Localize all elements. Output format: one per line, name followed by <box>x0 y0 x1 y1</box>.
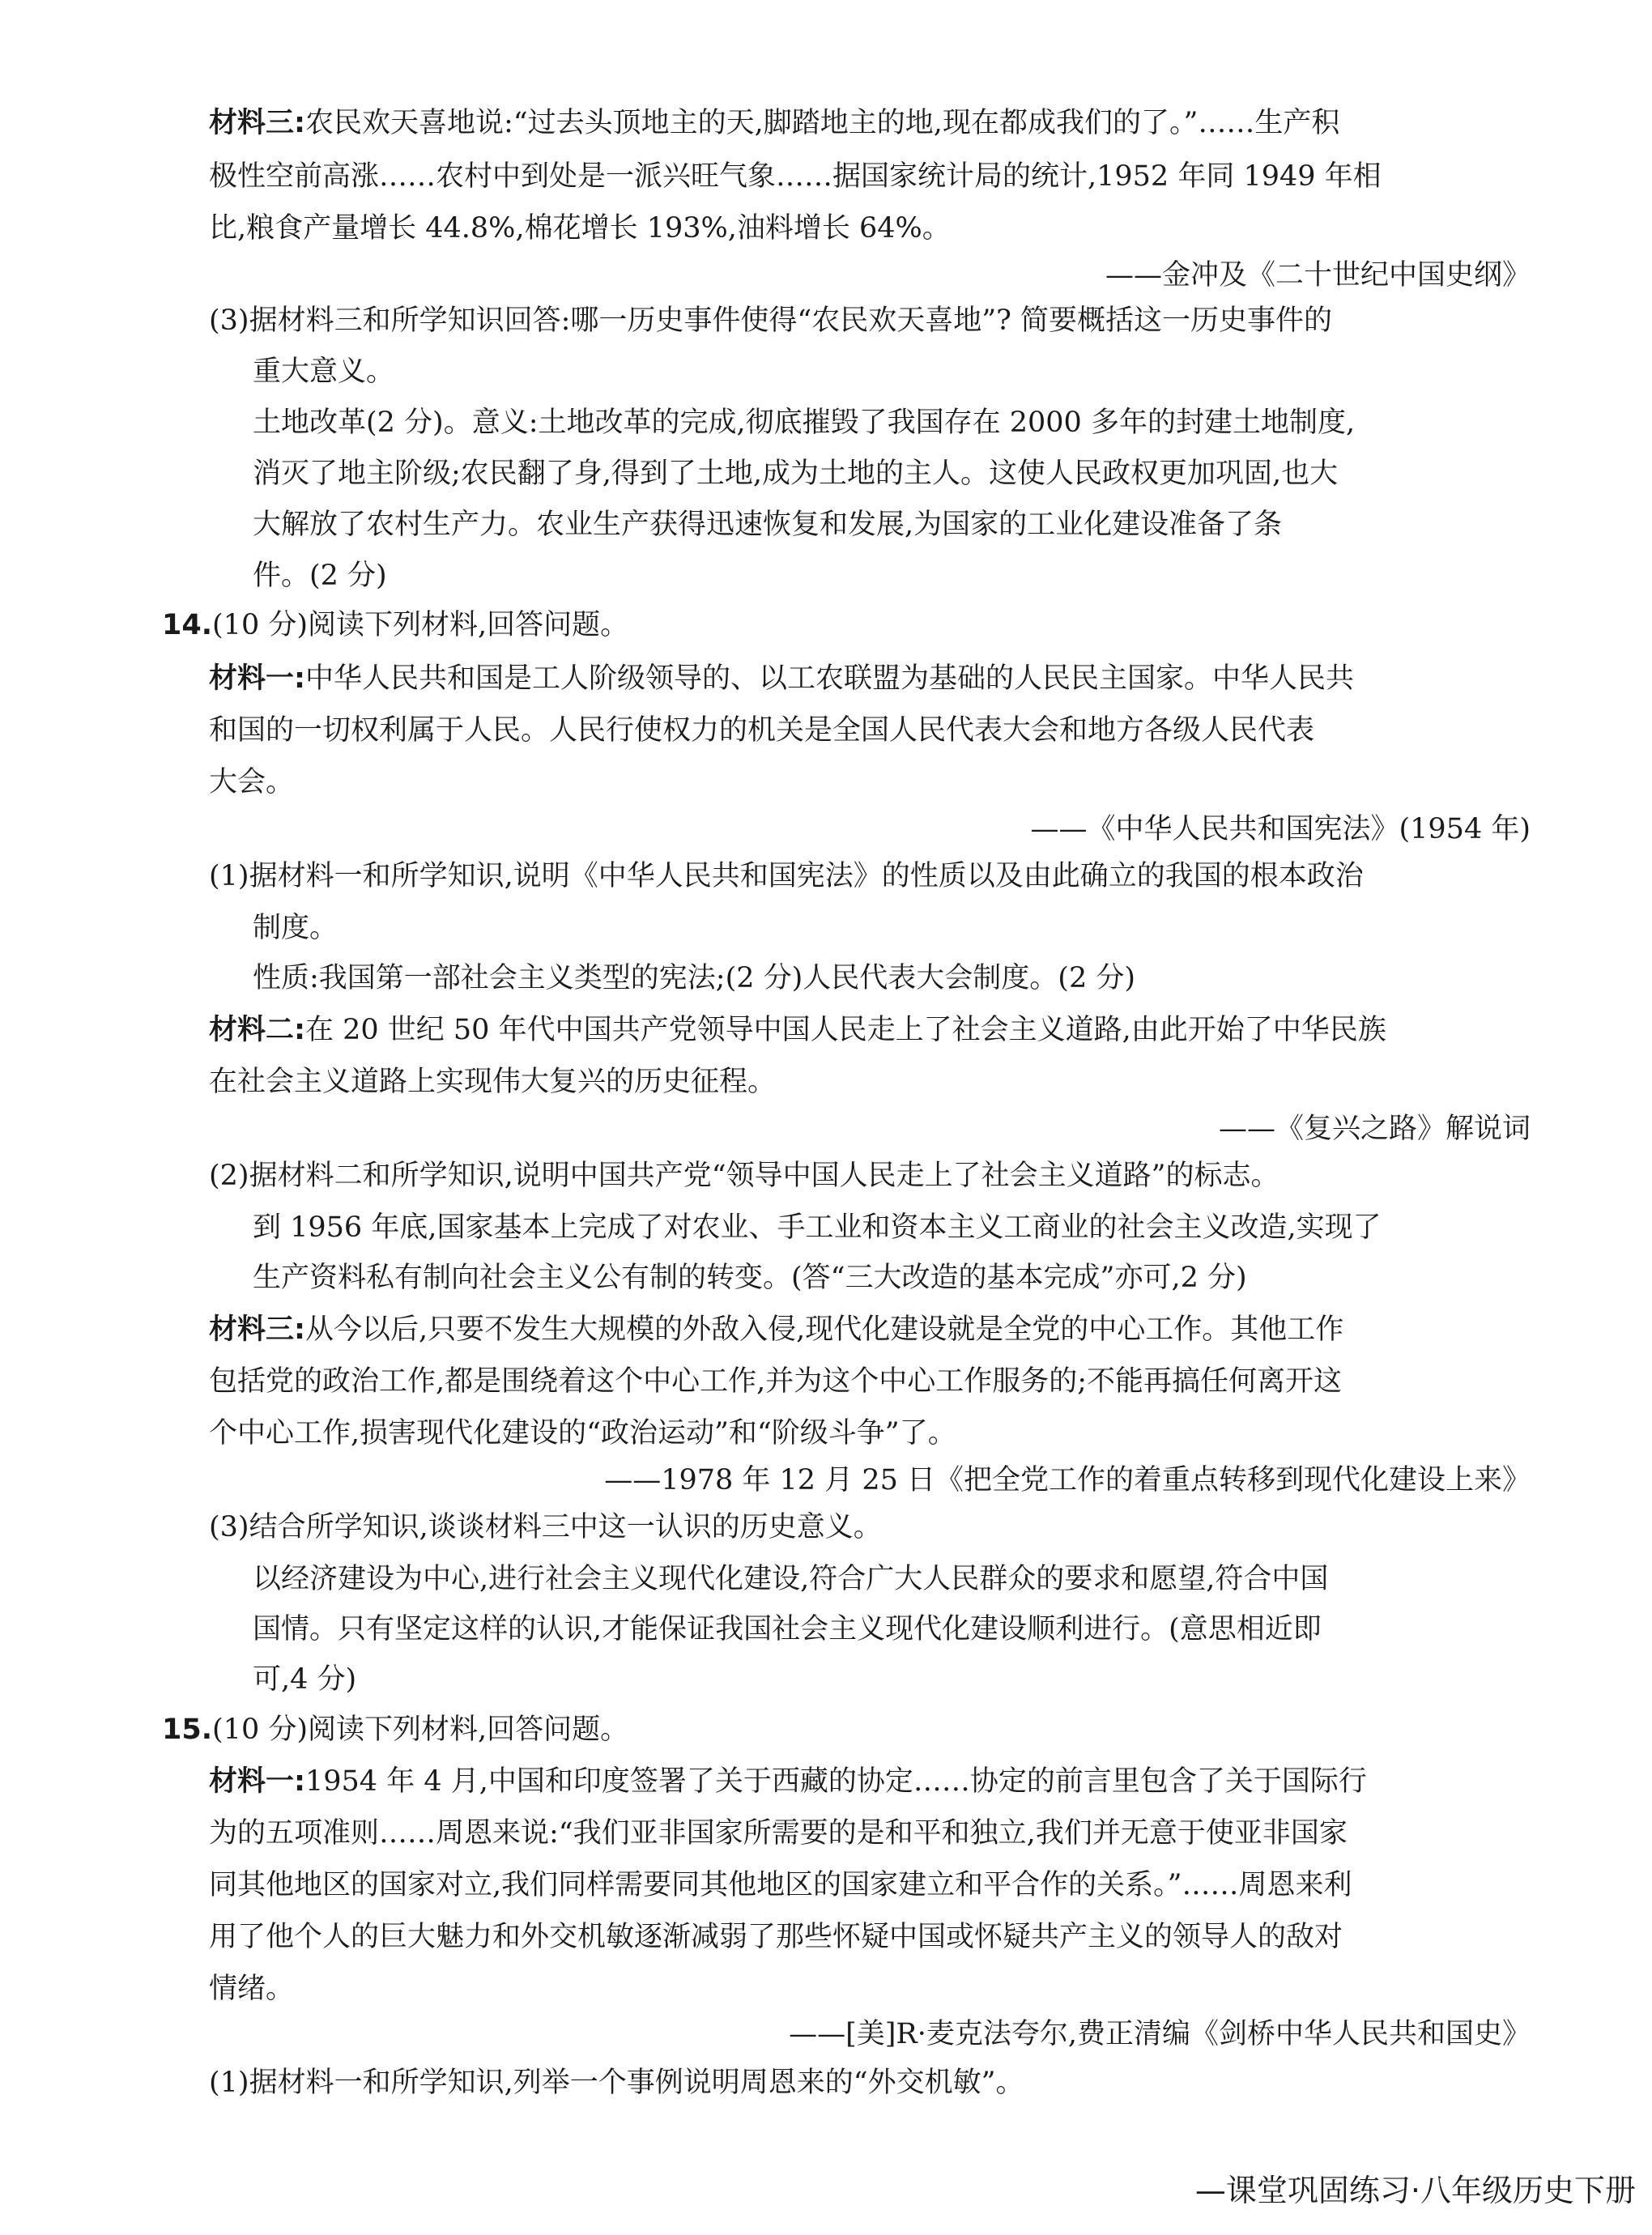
q14-answer-3-line-1: 以经济建设为中心,进行社会主义现代化建设,符合广大人民群众的要求和愿望,符合中国 <box>253 1563 1329 1595</box>
q14-material-3-source: ——1978 年 12 月 25 日《把全党工作的着重点转移到现代化建设上来》 <box>604 1464 1531 1496</box>
q14-material-2-source: ——《复兴之路》解说词 <box>1218 1113 1531 1145</box>
q15-material-1-line-4: 用了他个人的巨大魅力和外交机敏逐渐减弱了那些怀疑中国或怀疑共产主义的领导人的敌对 <box>209 1921 1343 1953</box>
q14-material-3-line-2: 包括党的政治工作,都是围绕着这个中心工作,并为这个中心工作服务的;不能再搞任何离开这 <box>209 1365 1343 1398</box>
material-label: 材料一: <box>209 662 305 695</box>
q14-answer-2-line-1: 到 1956 年底,国家基本上完成了对农业、手工业和资本主义工商业的社会主义改造,实现了 <box>253 1211 1382 1244</box>
material-3-source: ——金冲及《二十世纪中国史纲》 <box>1105 259 1531 292</box>
answer-3-line-4: 件。(2 分) <box>253 560 387 592</box>
q15-material-1-line-3: 同其他地区的国家对立,我们同样需要同其他地区的国家建立和平合作的关系。”……周恩来利 <box>209 1869 1352 1901</box>
answer-3-line-2: 消灭了地主阶级;农民翻了身,得到了土地,成为土地的主人。这使人民政权更加巩固,也大 <box>253 458 1339 490</box>
question-number: 15. <box>162 1714 213 1746</box>
q14-material-2-line-1: 材料二:在 20 世纪 50 年代中国共产党领导中国人民走上了社会主义道路,由此开始了中华民族 <box>209 1014 1386 1046</box>
q14-material-1-source: ——《中华人民共和国宪法》(1954 年) <box>1030 813 1531 845</box>
q14-material-1-line-3: 大会。 <box>209 766 295 798</box>
q15-material-1-source: ——[美]R·麦克法夸尔,费正清编《剑桥中华人民共和国史》 <box>789 2018 1531 2050</box>
material-label: 材料三: <box>209 1313 305 1346</box>
q14-material-1-line-2: 和国的一切权利属于人民。人民行使权力的机关是全国人民代表大会和地方各级人民代表 <box>209 714 1315 747</box>
q15-question-1: (1)据材料一和所学知识,列举一个事例说明周恩来的“外交机敏”。 <box>209 2067 1024 2099</box>
q14-material-3-line-1: 材料三:从今以后,只要不发生大规模的外敌入侵,现代化建设就是全党的中心工作。其他工作 <box>209 1313 1344 1346</box>
q14-answer-2-line-2: 生产资料私有制向社会主义公有制的转变。(答“三大改造的基本完成”亦可,2 分) <box>253 1262 1247 1294</box>
q14-question-1-line-1: (1)据材料一和所学知识,说明《中华人民共和国宪法》的性质以及由此确立的我国的根本政治 <box>209 860 1364 892</box>
answer-3-line-3: 大解放了农村生产力。农业生产获得迅速恢复和发展,为国家的工业化建设准备了条 <box>253 509 1283 541</box>
material-label: 材料二: <box>209 1014 305 1046</box>
q14-answer-1: 性质:我国第一部社会主义类型的宪法;(2 分)人民代表大会制度。(2 分) <box>253 962 1135 994</box>
question-14-stem: 14.(10 分)阅读下列材料,回答问题。 <box>162 609 629 641</box>
question-3-line-1: (3)据材料三和所学知识回答:哪一历史事件使得“农民欢天喜地”? 简要概括这一历史事件的 <box>209 304 1333 337</box>
material-3-line-1: 材料三:农民欢天喜地说:“过去头顶地主的天,脚踏地主的地,现在都成我们的了。”……生产积 <box>209 107 1340 139</box>
q14-material-3-line-3: 个中心工作,损害现代化建设的“政治运动”和“阶级斗争”了。 <box>209 1417 956 1450</box>
material-3-line-3: 比,粮食产量增长 44.8%,棉花增长 193%,油料增长 64%。 <box>209 212 951 245</box>
material-3-line-2: 极性空前高涨……农村中到处是一派兴旺气象……据国家统计局的统计,1952 年同 1949 年相 <box>209 160 1382 193</box>
q14-question-3: (3)结合所学知识,谈谈材料三中这一认识的历史意义。 <box>209 1511 882 1543</box>
q15-material-1-line-5: 情绪。 <box>209 1973 295 2005</box>
q14-answer-3-line-3: 可,4 分) <box>253 1663 357 1696</box>
q14-material-2-line-2: 在社会主义道路上实现伟大复兴的历史征程。 <box>209 1066 777 1098</box>
question-15-stem: 15.(10 分)阅读下列材料,回答问题。 <box>162 1714 629 1746</box>
q14-answer-3-line-2: 国情。只有坚定这样的认识,才能保证我国社会主义现代化建设顺利进行。(意思相近即 <box>253 1613 1322 1645</box>
q14-question-2: (2)据材料二和所学知识,说明中国共产党“领导中国人民走上了社会主义道路”的标志。 <box>209 1160 1279 1192</box>
material-label: 材料一: <box>209 1765 305 1798</box>
q14-question-1-line-2: 制度。 <box>253 912 338 944</box>
q15-material-1-line-2: 为的五项准则……周恩来说:“我们亚非国家所需要的是和平和独立,我们并无意于使亚非国家 <box>209 1817 1348 1850</box>
page-footer: —课堂巩固练习·八年级历史下册 <box>1194 2173 1636 2208</box>
question-number: 14. <box>162 609 213 641</box>
material-label: 材料三: <box>209 107 305 139</box>
answer-3-line-1: 土地改革(2 分)。意义:土地改革的完成,彻底摧毁了我国存在 2000 多年的封建土地制度, <box>253 407 1356 439</box>
q15-material-1-line-1: 材料一:1954 年 4 月,中国和印度签署了关于西藏的协定……协定的前言里包含了关于国际行 <box>209 1765 1367 1798</box>
question-3-line-2: 重大意义。 <box>253 355 395 388</box>
q14-material-1-line-1: 材料一:中华人民共和国是工人阶级领导的、以工农联盟为基础的人民民主国家。中华人民共 <box>209 662 1355 695</box>
